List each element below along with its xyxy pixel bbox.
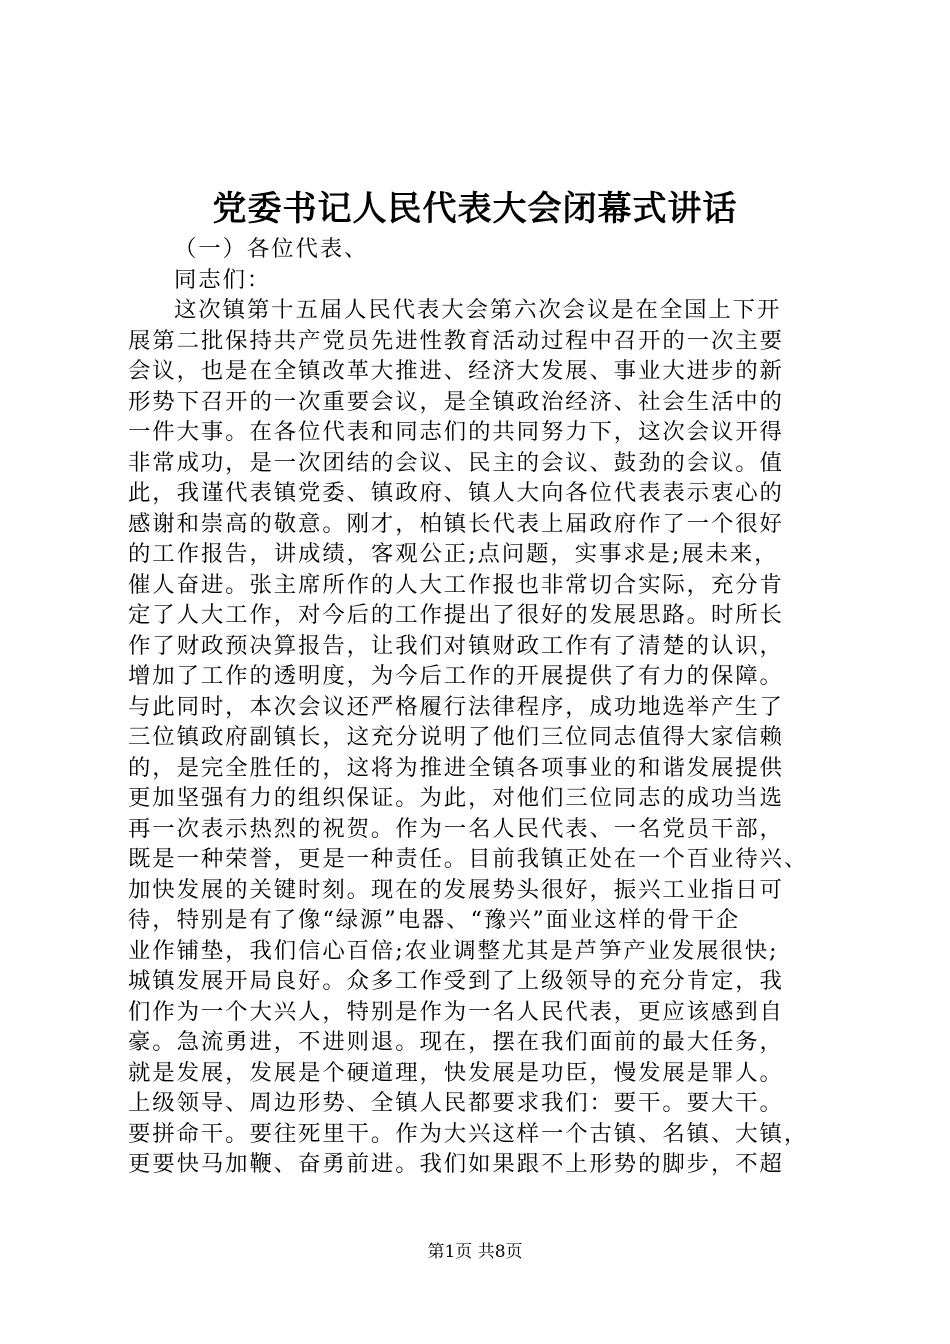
text-line: 城镇发展开局良好。众多工作受到了上级领导的充分肯定，我 [128,968,784,994]
text-line: 增加了工作的透明度，为今后工作的开展提供了有力的保障。 [128,663,784,689]
text-line: 待，特别是有了像“绿源”电器、“豫兴”面业这样的骨干企 [128,907,741,933]
text-line: 与此同时，本次会议还严格履行法律程序，成功地选举产生了 [128,693,784,720]
text-line: 更加坚强有力的组织保证。为此，对他们三位同志的成功当选 [128,785,784,811]
text-line: 作了财政预决算报告，让我们对镇财政工作有了清楚的认识， [128,632,784,659]
document-body [128,234,838,1180]
text-line: 上级领导、周边形势、全镇人民都要求我们：要干。要大干。 [128,1090,784,1116]
text-line: 感谢和崇高的敬意。刚才，柏镇长代表上届政府作了一个很好 [128,510,784,537]
text-line: 要拼命干。要往死里干。作为大兴这样一个古镇、名镇、大镇， [128,1120,809,1147]
text-line: 一件大事。在各位代表和同志们的共同努力下，这次会议开得 [128,419,784,445]
text-line: 形势下召开的一次重要会议，是全镇政治经济、社会生活中的 [128,388,784,415]
page-footer: 第1页 共8页 [427,1242,523,1262]
text-line: 的工作报告，讲成绩，客观公正;点问题，实事求是;展未来， [128,541,779,567]
text-line: 加快发展的关键时刻。现在的发展势头很好，振兴工业指日可 [128,876,784,903]
text-line: 再一次表示热烈的祝贺。作为一名人民代表、一名党员干部， [128,815,784,842]
text-line: 既是一种荣誉，更是一种责任。目前我镇正处在一个百业待兴、 [128,846,809,872]
text-line: 定了人大工作，对今后的工作提出了很好的发展思路。时所长 [128,602,784,628]
text-line: 展第二批保持共产党员先进性教育活动过程中召开的一次主要 [128,327,784,354]
text-line: 此，我谨代表镇党委、镇政府、镇人大向各位代表表示衷心的 [128,480,784,506]
text-line: 更要快马加鞭、奋勇前进。我们如果跟不上形势的脚步，不超 [128,1151,784,1177]
text-line: 同志们： [174,266,272,293]
text-line: 催人奋进。张主席所作的人大工作报也非常切合实际，充分肯 [128,571,784,598]
text-line: 们作为一个大兴人，特别是作为一名人民代表，更应该感到自 [128,998,784,1025]
text-line: 的，是完全胜任的，这将为推进全镇各项事业的和谐发展提供 [128,754,784,781]
text-line: 就是发展，发展是个硬道理，快发展是功臣，慢发展是罪人。 [128,1059,784,1086]
text-line: 非常成功，是一次团结的会议、民主的会议、鼓劲的会议。值 [128,449,784,476]
text-line: 业作铺垫，我们信心百倍;农业调整尤其是芦笋产业发展很快; [128,937,779,964]
text-line: 会议，也是在全镇改革大推进、经济大发展、事业大进步的新 [128,358,784,384]
text-line: 三位镇政府副镇长，这充分说明了他们三位同志值得大家信赖 [128,724,784,750]
document-title: 党委书记人民代表大会闭幕式讲话 [212,189,738,229]
text-line: 这次镇第十五届人民代表大会第六次会议是在全国上下开 [174,297,782,323]
text-line: （一）各位代表、 [174,236,369,262]
text-line: 豪。急流勇进，不进则退。现在，摆在我们面前的最大任务， [128,1029,784,1055]
